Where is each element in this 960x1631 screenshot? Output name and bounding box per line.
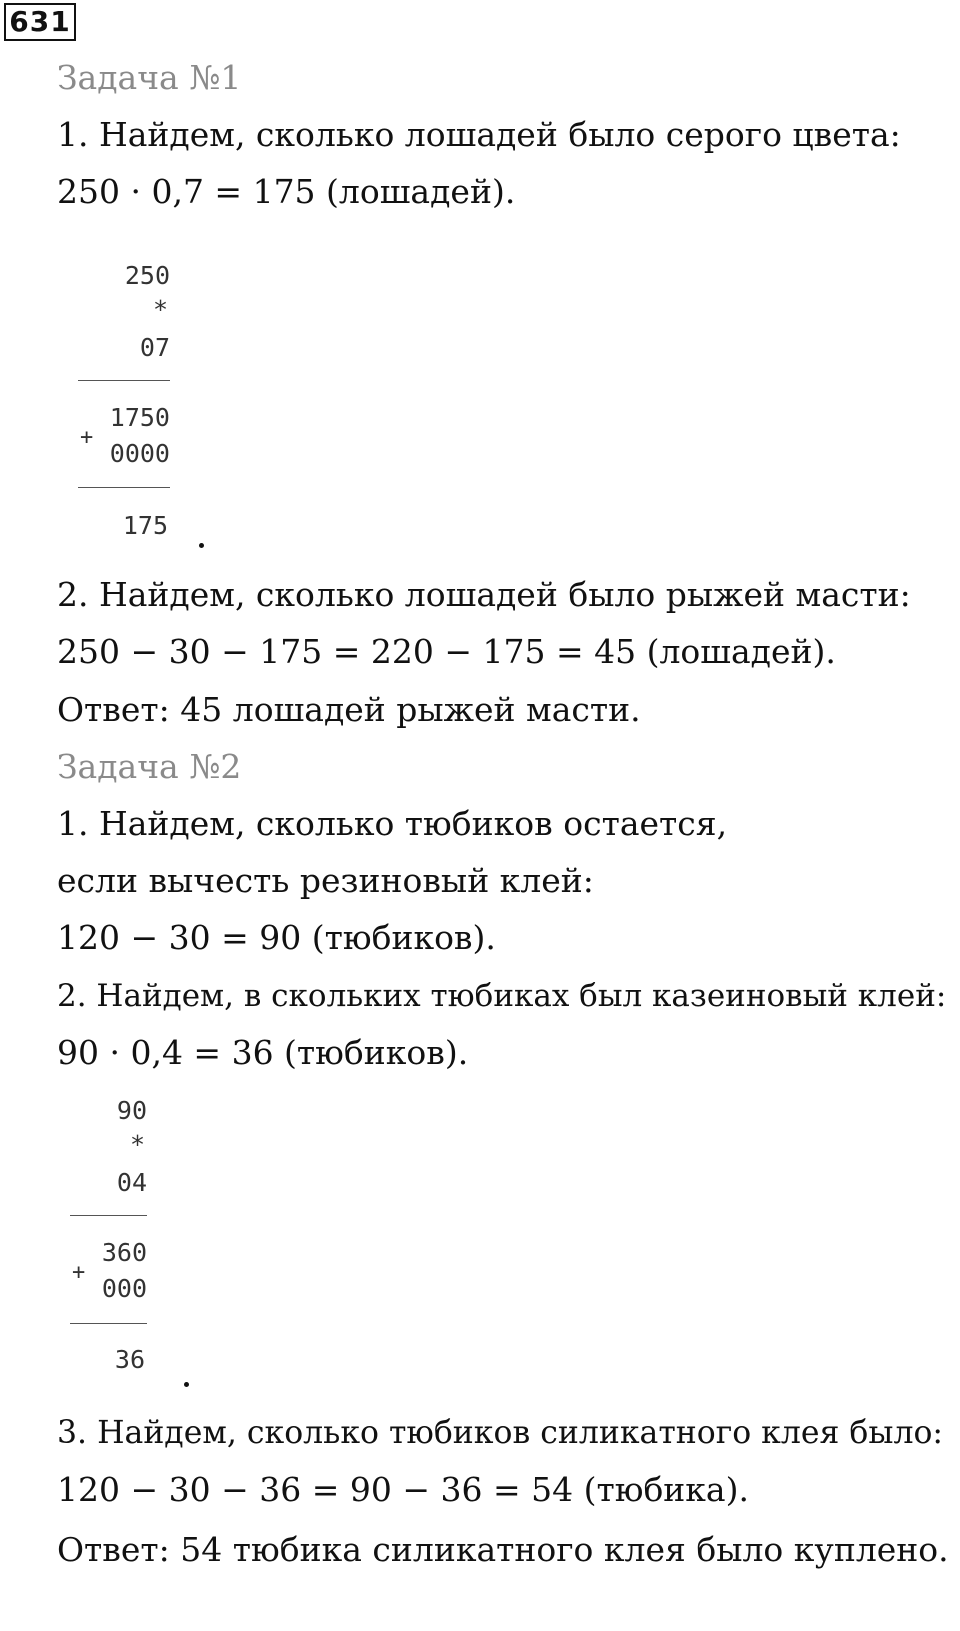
task2-calc2: 90 · 0,4 = 36 (тюбиков). bbox=[57, 1033, 469, 1072]
period-mark bbox=[199, 543, 204, 548]
multiplicand: 90 bbox=[116, 1096, 147, 1125]
task2-step1-line2: если вычесть резиновый клей: bbox=[57, 861, 594, 900]
task2-step3: 3. Найдем, сколько тюбиков силикатного клея было: bbox=[57, 1415, 944, 1451]
column-result: 175 bbox=[122, 511, 168, 540]
partial-product-2: 000 bbox=[101, 1274, 147, 1303]
task2-column-multiplication bbox=[62, 1090, 147, 1380]
multiply-operator: * bbox=[129, 1130, 145, 1159]
task1-calc1: 250 · 0,7 = 175 (лошадей). bbox=[57, 172, 516, 211]
column-result: 36 bbox=[114, 1345, 145, 1374]
partial-product-2: 0000 bbox=[109, 439, 170, 468]
task1-heading: Задача №1 bbox=[57, 58, 242, 97]
task1-calc2: 250 − 30 − 175 = 220 − 175 = 45 (лошадей). bbox=[57, 632, 836, 671]
problem-number: 631 bbox=[4, 3, 76, 41]
task1-answer: Ответ: 45 лошадей рыжей масти. bbox=[57, 690, 641, 729]
multiplier: 07 bbox=[139, 333, 170, 362]
multiplier: 04 bbox=[116, 1168, 147, 1197]
task1-step1: 1. Найдем, сколько лошадей было серого цвета: bbox=[57, 115, 901, 154]
partial-product-1: 360 bbox=[101, 1238, 147, 1267]
rule-2 bbox=[70, 1323, 147, 1324]
multiply-operator: * bbox=[152, 295, 168, 324]
task2-heading: Задача №2 bbox=[57, 747, 242, 786]
task2-calc1: 120 − 30 = 90 (тюбиков). bbox=[57, 918, 496, 957]
rule-1 bbox=[70, 1215, 147, 1216]
rule-1 bbox=[78, 380, 170, 381]
multiplicand: 250 bbox=[124, 261, 170, 290]
period-mark bbox=[184, 1382, 189, 1387]
task2-step1-line1: 1. Найдем, сколько тюбиков остается, bbox=[57, 804, 728, 843]
task1-step2: 2. Найдем, сколько лошадей было рыжей масти: bbox=[57, 575, 911, 614]
partial-product-1: 1750 bbox=[109, 403, 170, 432]
task1-column-multiplication bbox=[70, 255, 170, 545]
plus-sign: + bbox=[80, 425, 94, 450]
task2-step2: 2. Найдем, в скольких тюбиках был казеиновый клей: bbox=[57, 978, 947, 1014]
task2-calc3: 120 − 30 − 36 = 90 − 36 = 54 (тюбика). bbox=[57, 1470, 749, 1509]
plus-sign: + bbox=[72, 1260, 86, 1285]
task2-answer: Ответ: 54 тюбика силикатного клея было куплено. bbox=[57, 1530, 949, 1569]
rule-2 bbox=[78, 487, 170, 488]
